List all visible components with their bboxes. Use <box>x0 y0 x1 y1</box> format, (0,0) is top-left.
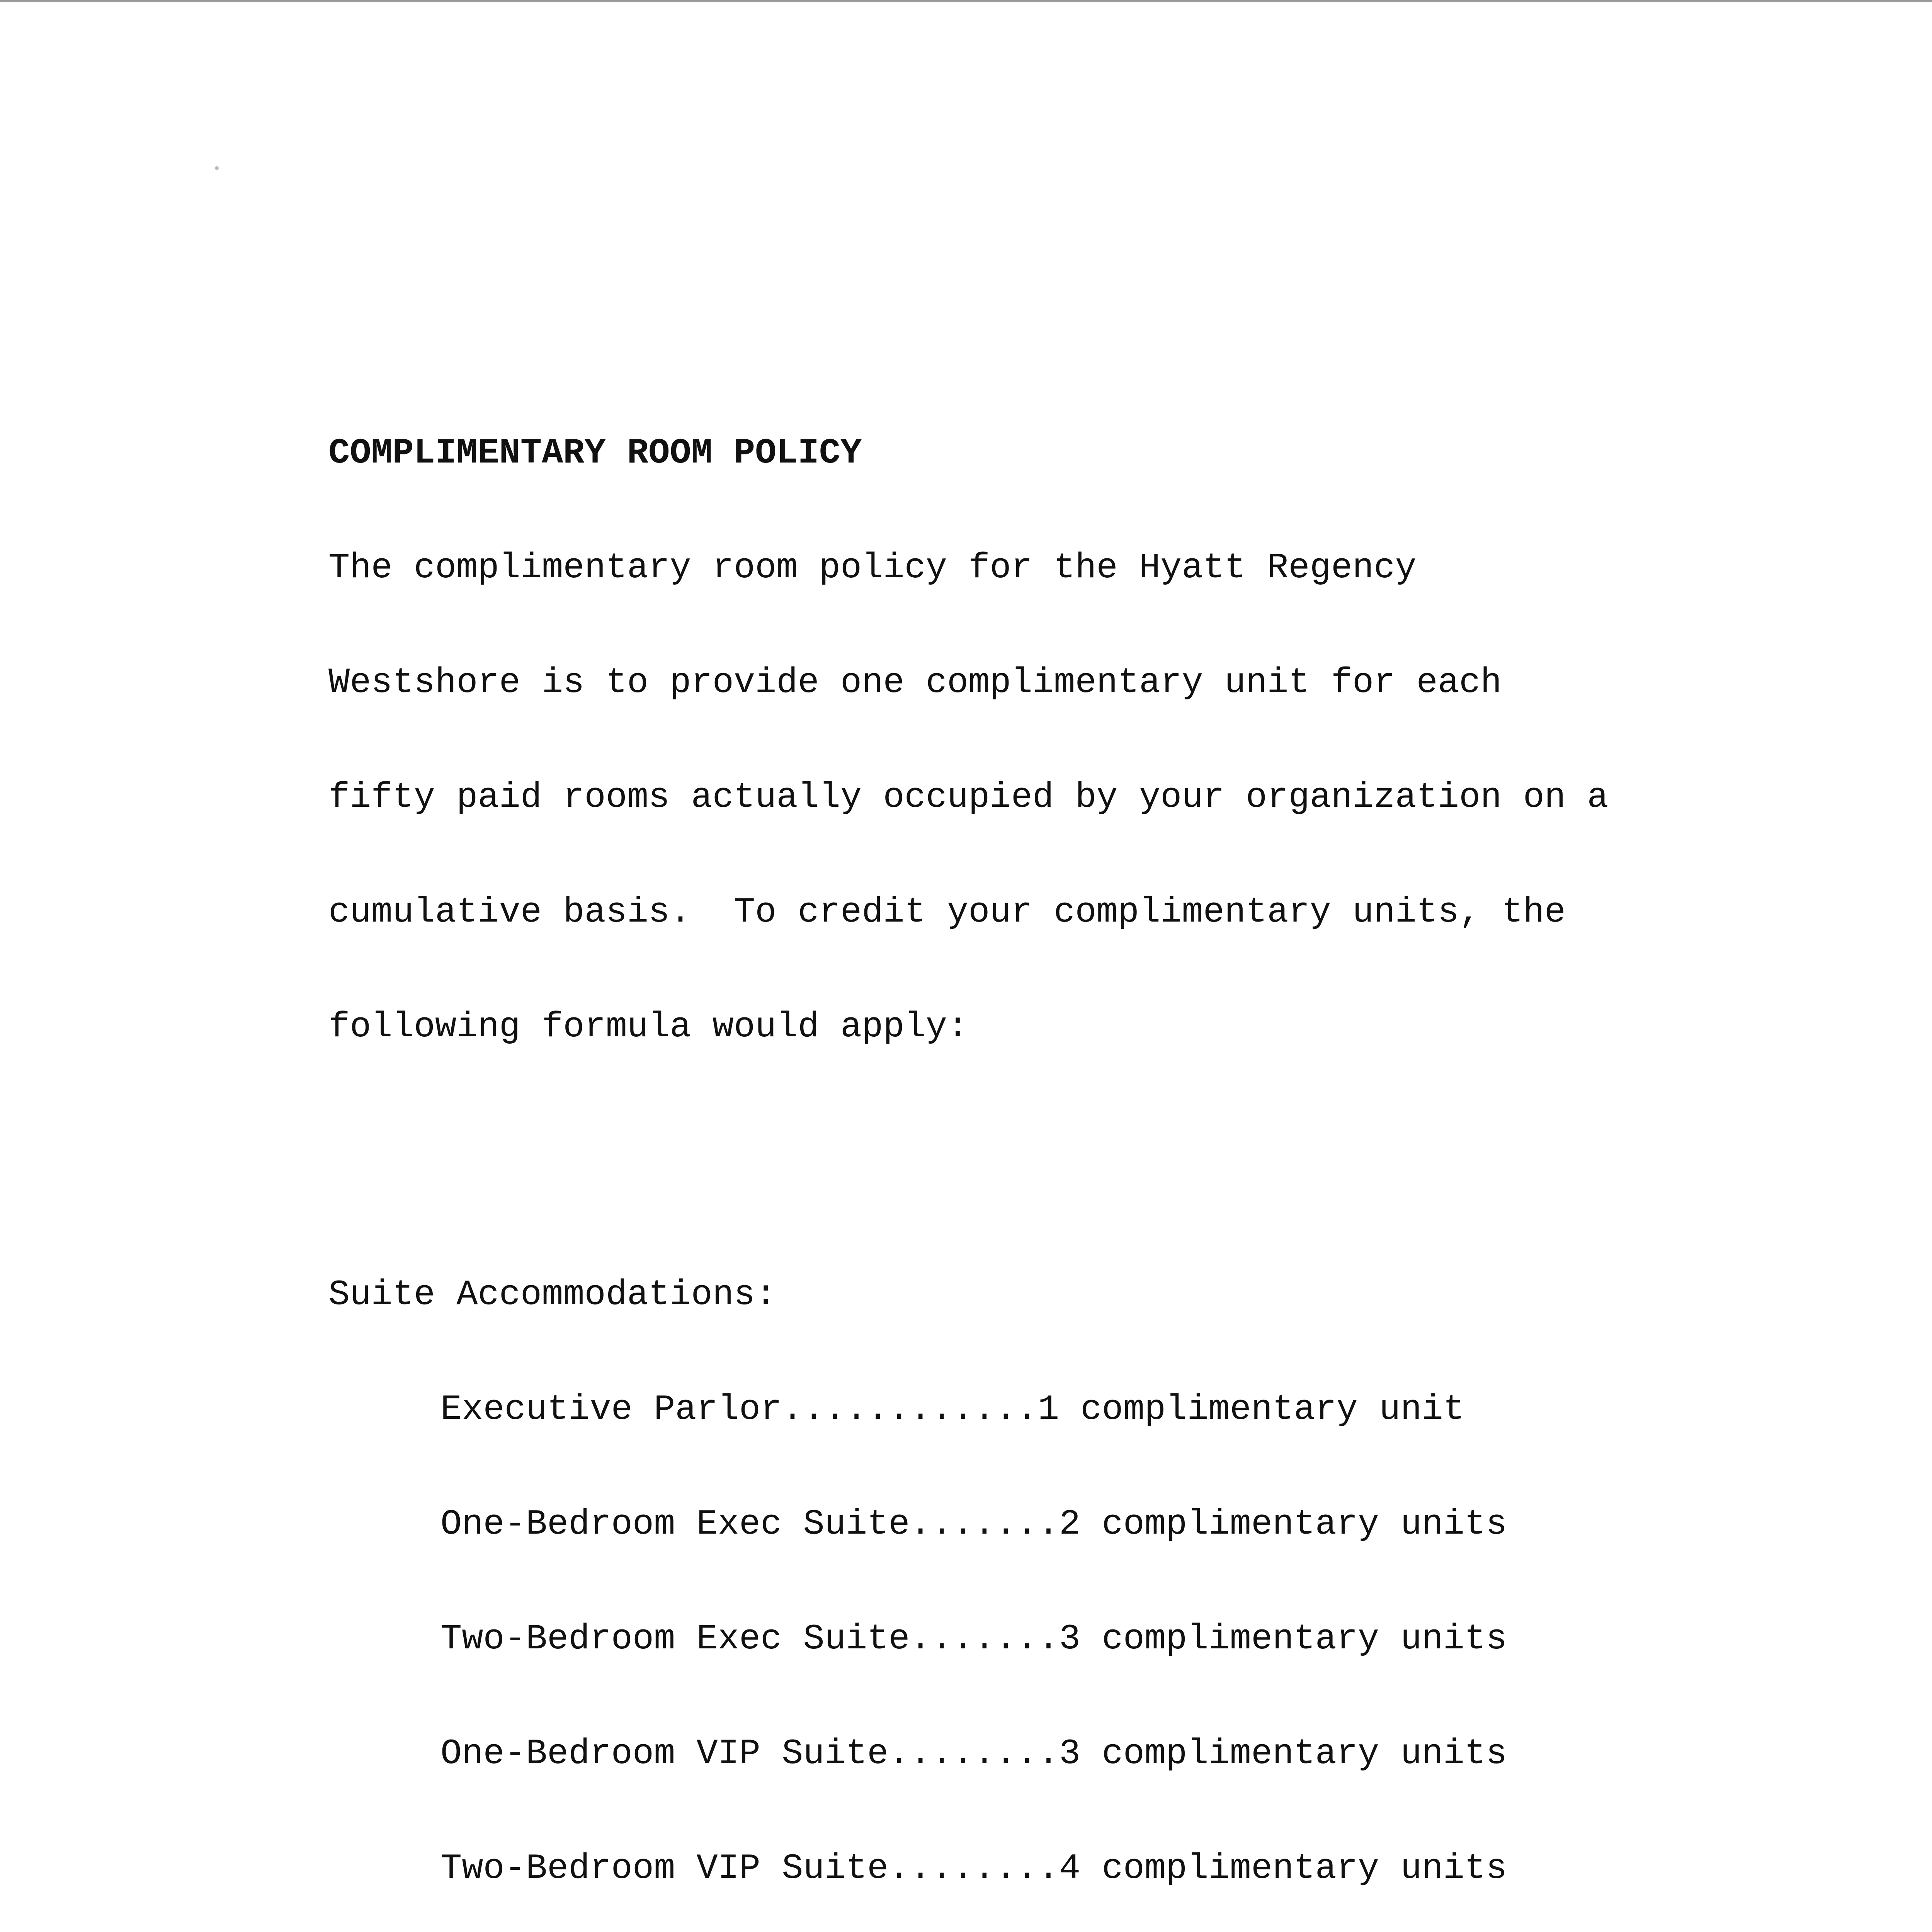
scan-top-edge <box>0 0 1932 2</box>
paragraph-line: following formula would apply: <box>328 1007 969 1047</box>
scan-speck <box>215 166 219 170</box>
paragraph-line: cumulative basis. To credit your complimentary units, the <box>328 892 1566 932</box>
section-heading-room-policy: COMPLIMENTARY ROOM POLICY <box>328 433 862 473</box>
suite-item: One-Bedroom VIP Suite........3 complimentary units <box>440 1733 1507 1774</box>
suite-item: Two-Bedroom VIP Suite........4 complimentary units <box>440 1848 1507 1889</box>
document-body <box>328 319 1874 1932</box>
paragraph-line: The complimentary room policy for the Hyatt Regency <box>328 548 1417 588</box>
paragraph-line: fifty paid rooms actually occupied by your organization on a <box>328 777 1609 818</box>
suite-item: One-Bedroom Exec Suite.......2 complimentary units <box>440 1504 1507 1544</box>
spacer <box>328 1122 1874 1161</box>
paragraph-line: Westshore is to provide one complimentary unit for each <box>328 662 1502 703</box>
suite-item: Two-Bedroom Exec Suite.......3 complimentary units <box>440 1619 1507 1659</box>
suite-item: Executive Parlor............1 complimentary unit <box>440 1389 1465 1430</box>
suite-accommodations-label: Suite Accommodations: <box>328 1274 777 1315</box>
